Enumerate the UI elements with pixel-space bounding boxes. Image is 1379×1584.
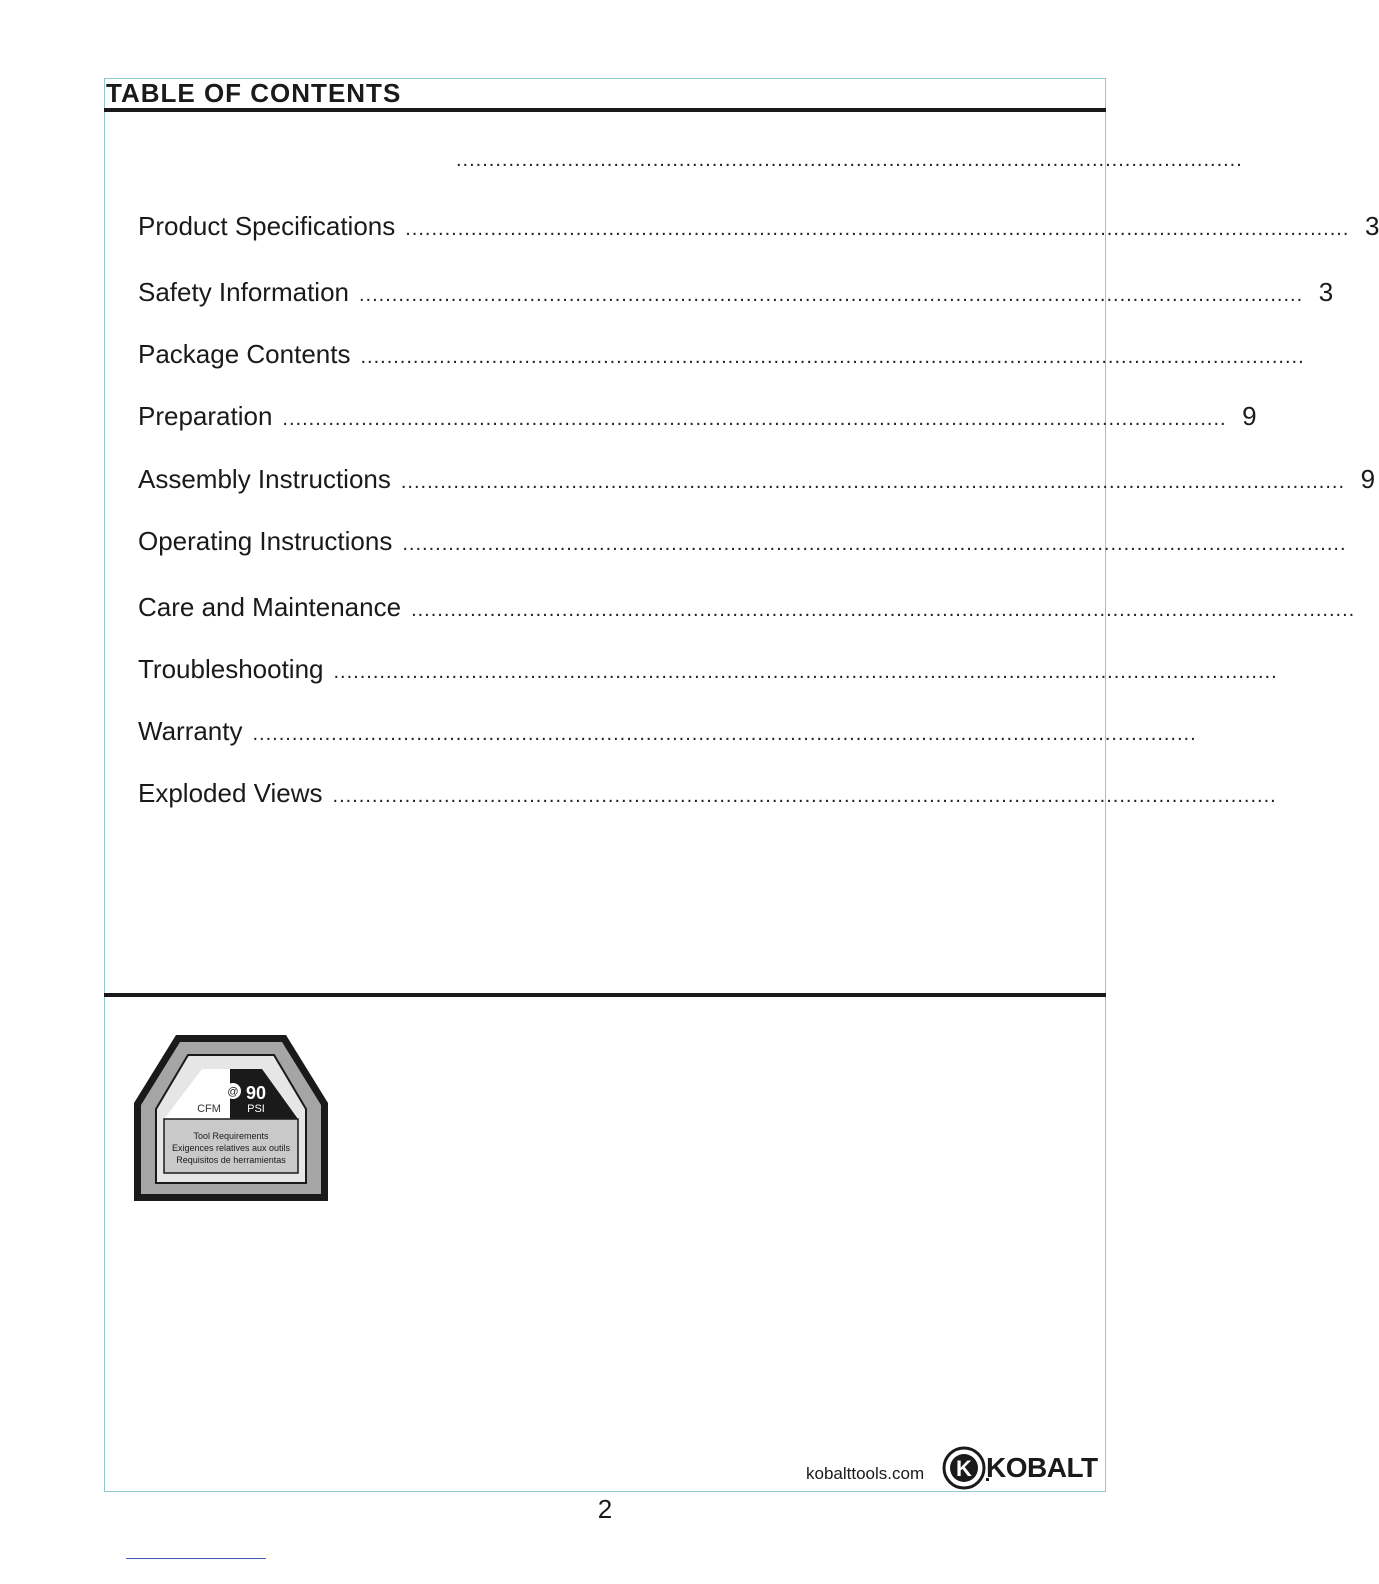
toc-entry-page: 3 [1364,211,1379,241]
dot-leader: ................................................................................................................................................ [405,218,1350,240]
toc-entry [138,525,1347,557]
footer-line [126,1558,266,1559]
dot-leader: ........................................................................................................................ [456,149,1243,171]
toc-entry-page: 3 [1318,277,1334,307]
title-rule [104,108,1106,112]
toc-entry-page: 9 [1242,401,1257,431]
dot-leader: ................................................................................................................................................ [402,533,1347,555]
toc-entry [138,210,1379,242]
toc-entry [138,715,1197,747]
k-logo-icon: K [956,1456,972,1481]
dot-leader: ................................................................................................................................................ [411,599,1356,621]
badge-psi: PSI [247,1103,265,1115]
badge-pressure: 90 [245,1083,267,1103]
toc-entry-label: Preparation [138,401,273,431]
toc-entry-label: Warranty [138,716,243,746]
toc-entry-label: Care and Maintenance [138,592,402,622]
toc-entry-label: Package Contents [138,339,351,369]
section-rule [104,993,1106,997]
toc-entry [138,400,1257,432]
toc-entry-label: Assembly Instructions [138,464,391,494]
toc-entry-label: Troubleshooting [138,654,324,684]
brand-name: KOBALT [986,1452,1098,1483]
badge-line-2: Exigences relatives aux outils [171,1143,291,1153]
dot-leader: ................................................................................................................................................ [359,284,1304,306]
dot-leader: ................................................................................................................................................ [332,785,1277,807]
badge-line-1: Tool Requirements [193,1131,269,1141]
toc-entry-label: Exploded Views [138,778,323,808]
toc-entry-label: Product Specifications [138,211,396,241]
toc-entry-label: Operating Instructions [138,526,393,556]
toc-entry [138,463,1376,495]
page-number: 2 [597,1494,613,1524]
dot-leader: ................................................................................................................................................ [282,408,1227,430]
badge-cfm: CFM [197,1103,221,1115]
toc-entry [138,777,1277,809]
badge-at: @ [227,1086,239,1098]
website-link: kobalttools.com [806,1464,925,1483]
toc-entry [138,653,1278,685]
dot-leader: ................................................................................................................................................ [360,346,1305,368]
dot-leader: ................................................................................................................................................ [252,723,1197,745]
toc-entry [138,276,1334,308]
toc-entry-page: 9 [1360,464,1376,494]
page-title: TABLE OF CONTENTS [106,78,402,108]
badge-line-3: Requisitos de herramientas [176,1155,286,1165]
toc-entry-label: Safety Information [138,277,349,307]
toc-entry [138,591,1356,623]
dot-leader: ................................................................................................................................................ [333,661,1278,683]
dot-leader: ................................................................................................................................................ [400,471,1346,493]
toc-entry [138,338,1305,370]
tool-requirements-badge [132,1033,330,1203]
